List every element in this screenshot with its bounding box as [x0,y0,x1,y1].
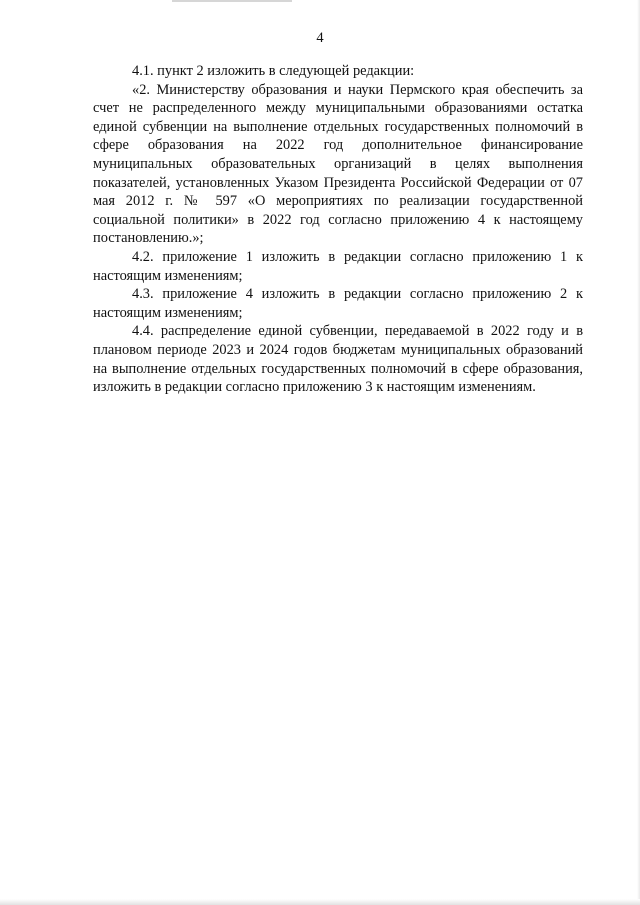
scan-edge-bottom [0,899,640,905]
document-body [93,62,583,397]
paragraph-4-4: 4.4. распределение единой субвенции, передаваемой в 2022 году и в плановом периоде 2023 и 2024 годов бюджетам муниципальных образований на выполнение отдельных государственных полномочий в сфере образования, изложить в редакции согласно приложению 3 к настоящим изменениям. [93,323,583,396]
paragraph-4-3: 4.3. приложение 4 изложить в редакции согласно приложению 2 к настоящим изменениям; [93,286,583,321]
paragraph-4-2: 4.2. приложение 1 изложить в редакции согласно приложению 1 к настоящим изменениям; [93,248,583,284]
paragraph-quoted-item-2: «2. Министерству образования и науки Пермского края обеспечить за счет не распределенного между муниципальными образованиями остатка единой субвенции на выполнение отдельных государственных полномочий в сфере образования на 2022 год дополнительное финансирование муниципальных образовательных организаций в целях выполнения показателей, установленных Указом Президента Российской Федерации от 07 мая 2012 г. № 597 «О мероприятиях по реализации государственной социальной политики» в 2022 год согласно приложению 4 к настоящему постановлению.»; [93,81,583,247]
scan-artifact-line [172,0,292,2]
page-number: 4 [316,30,324,46]
paragraph-4-1: 4.1. пункт 2 изложить в следующей редакции: [132,63,415,79]
